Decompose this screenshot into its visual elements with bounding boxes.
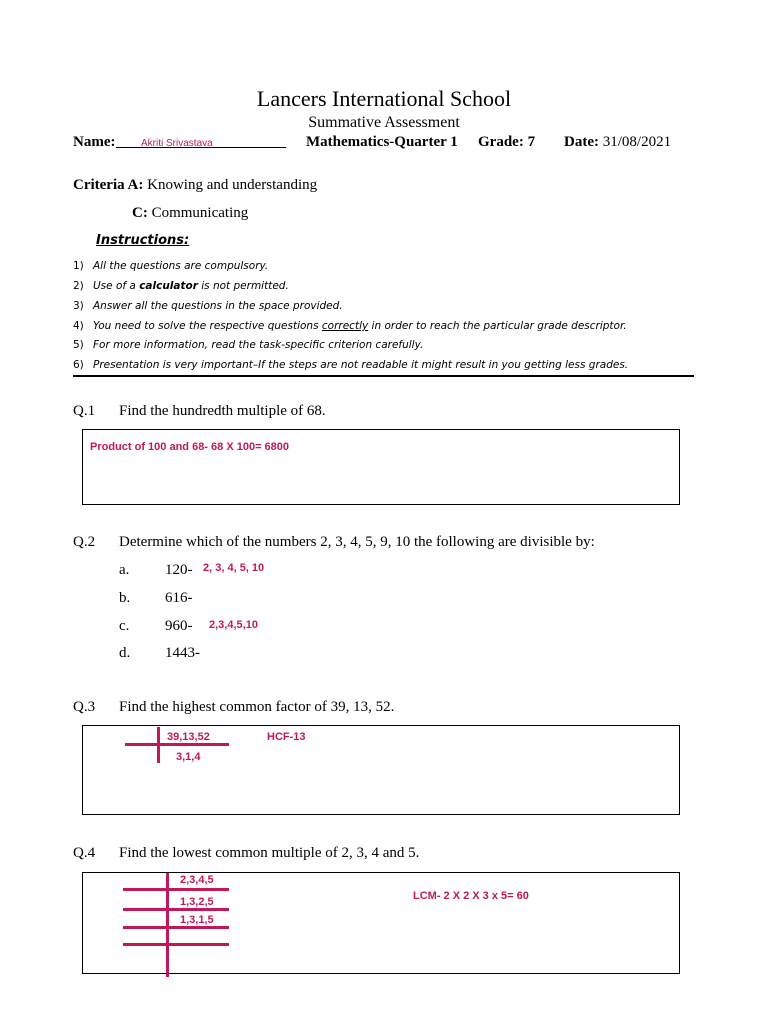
name-value[interactable]: Akriti Srivastava bbox=[141, 138, 213, 149]
q2-part-label: d. bbox=[119, 645, 131, 661]
name-label: Name: bbox=[73, 134, 116, 150]
q1-number: Q.1 bbox=[73, 403, 96, 419]
q2-part-label: a. bbox=[119, 562, 130, 578]
lcm-division-horizontal bbox=[123, 926, 229, 929]
q2-number: Q.2 bbox=[73, 534, 96, 550]
lcm-division-horizontal bbox=[123, 888, 229, 891]
criteria-c: C: Communicating bbox=[132, 205, 249, 221]
subject-label: Mathematics-Quarter 1 bbox=[306, 134, 458, 150]
q3-text: Find the highest common factor of 39, 13, 52. bbox=[119, 699, 395, 715]
q2-text: Determine which of the numbers 2, 3, 4, 5, 9, 10 the following are divisible by: bbox=[119, 534, 595, 550]
hcf-division-vertical bbox=[157, 727, 160, 763]
q4-answer[interactable]: LCM- 2 X 2 X 3 x 5= 60 bbox=[413, 890, 529, 902]
instructions-heading: Instructions: bbox=[96, 233, 190, 248]
q1-text: Find the hundredth multiple of 68. bbox=[119, 403, 326, 419]
q4-number: Q.4 bbox=[73, 845, 96, 861]
q2-part-value: 120- bbox=[165, 562, 193, 578]
q1-answer[interactable]: Product of 100 and 68- 68 X 100= 6800 bbox=[90, 441, 290, 453]
lcm-work-row[interactable]: 1,3,2,5 bbox=[180, 896, 214, 908]
q2-part-label: c. bbox=[119, 618, 130, 634]
q2-part-answer[interactable]: 2, 3, 4, 5, 10 bbox=[203, 562, 265, 574]
q3-answer[interactable]: HCF-13 bbox=[267, 731, 306, 743]
q4-text: Find the lowest common multiple of 2, 3, 4 and 5. bbox=[119, 845, 420, 861]
hcf-work-row[interactable]: 39,13,52 bbox=[167, 731, 210, 743]
instruction-item: 1) All the questions are compulsory. bbox=[73, 260, 269, 272]
criteria-a: Criteria A: Knowing and understanding bbox=[73, 177, 318, 193]
q2-part-value: 1443- bbox=[165, 645, 200, 661]
q3-number: Q.3 bbox=[73, 699, 96, 715]
lcm-work-row[interactable]: 1,3,1,5 bbox=[180, 914, 214, 926]
instruction-item: 3) Answer all the questions in the space provided. bbox=[73, 300, 343, 312]
q2-part-answer[interactable]: 2,3,4,5,10 bbox=[209, 619, 258, 631]
q2-part-value: 960- bbox=[165, 618, 193, 634]
instruction-item: 4) You need to solve the respective questions correctly in order to reach the particular grade descriptor. bbox=[73, 320, 627, 332]
instruction-item: 6) Presentation is very important–If the steps are not readable it might result in you getting less grades. bbox=[73, 359, 629, 371]
lcm-division-horizontal bbox=[123, 908, 229, 911]
instructions-divider bbox=[73, 375, 694, 377]
lcm-work-row[interactable]: 2,3,4,5 bbox=[180, 874, 214, 886]
instruction-item: 5) For more information, read the task-specific criterion carefully. bbox=[73, 339, 424, 351]
instruction-item: 2) Use of a calculator is not permitted. bbox=[73, 280, 289, 292]
hcf-work-row[interactable]: 3,1,4 bbox=[176, 751, 201, 763]
date: Date: 31/08/2021 bbox=[564, 134, 672, 150]
q2-part-value: 616- bbox=[165, 590, 193, 606]
grade: Grade: 7 bbox=[478, 134, 536, 150]
lcm-division-horizontal bbox=[123, 943, 229, 946]
assessment-title: Summative Assessment bbox=[308, 114, 460, 131]
hcf-division-horizontal bbox=[125, 743, 229, 746]
q2-part-label: b. bbox=[119, 590, 131, 606]
school-name: Lancers International School bbox=[256, 86, 512, 111]
